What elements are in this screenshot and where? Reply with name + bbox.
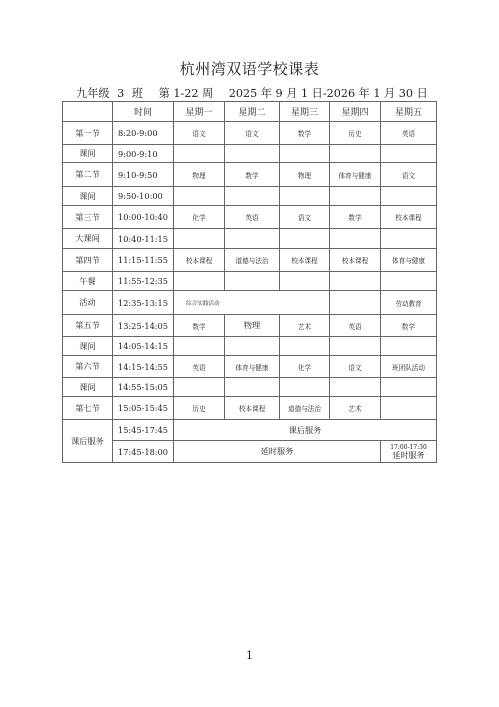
course-cell: 数学 xyxy=(381,315,437,337)
course-cell: 语文 xyxy=(225,122,280,145)
schedule-row xyxy=(63,337,437,356)
course-cell xyxy=(174,337,225,356)
period-time: 14:15-14:55 xyxy=(113,356,174,378)
period-label: 午餐 xyxy=(63,272,113,291)
course-cell: 艺术 xyxy=(280,315,330,337)
period-label: 课间 xyxy=(63,337,113,356)
schedule-row xyxy=(63,356,437,378)
course-cell xyxy=(280,229,330,249)
period-time: 14:55-15:05 xyxy=(113,378,174,397)
header-row xyxy=(63,102,437,122)
grade-label: 九年级 xyxy=(76,87,110,100)
date-range: 2025 年 9 月 1 日-2026 年 1 月 30 日 xyxy=(228,87,428,100)
course-cell xyxy=(280,378,330,397)
course-cell xyxy=(381,229,437,249)
friday-extended-time: 17:00-17:30 xyxy=(390,443,427,451)
class-number: 3 xyxy=(117,87,125,100)
course-cell xyxy=(174,272,225,291)
schedule-row xyxy=(63,229,437,249)
page-number: 1 xyxy=(246,649,253,662)
schedule-row xyxy=(63,206,437,229)
period-label: 第七节 xyxy=(63,397,113,420)
course-cell xyxy=(174,378,225,397)
period-time: 9:10-9:50 xyxy=(113,163,174,187)
course-cell: 数学 xyxy=(280,122,330,145)
schedule-row xyxy=(63,272,437,291)
course-cell xyxy=(330,378,381,397)
schedule-table xyxy=(62,101,437,463)
course-cell: 数学 xyxy=(330,206,381,229)
course-cell: 体育与健康 xyxy=(330,163,381,187)
course-cell: 数学 xyxy=(225,163,280,187)
header-day: 星期二 xyxy=(225,102,280,122)
schedule-row xyxy=(63,122,437,145)
period-label: 大课间 xyxy=(63,229,113,249)
after-school-row xyxy=(63,420,437,441)
course-cell xyxy=(381,337,437,356)
course-cell xyxy=(381,145,437,163)
course-cell xyxy=(381,187,437,206)
course-cell: 语文 xyxy=(174,122,225,145)
header-day: 星期三 xyxy=(280,102,330,122)
course-cell: 道德与法治 xyxy=(225,249,280,272)
course-cell: 英语 xyxy=(381,122,437,145)
course-cell xyxy=(225,378,280,397)
after-school-label: 课后服务 xyxy=(63,420,113,463)
period-label: 第一节 xyxy=(63,122,113,145)
weeks-range: 第 1-22 周 xyxy=(158,87,214,100)
header-day: 星期四 xyxy=(330,102,381,122)
course-cell xyxy=(381,378,437,397)
course-cell xyxy=(225,145,280,163)
period-label: 课间 xyxy=(63,378,113,397)
course-cell: 语文 xyxy=(280,206,330,229)
course-cell xyxy=(280,337,330,356)
friday-extended-cell xyxy=(381,441,437,463)
course-cell: 校本课程 xyxy=(280,249,330,272)
course-cell: 物理 xyxy=(225,315,280,337)
course-cell: 历史 xyxy=(330,122,381,145)
period-label: 课间 xyxy=(63,145,113,163)
extended-service: 延时服务 xyxy=(174,441,381,463)
course-cell xyxy=(225,272,280,291)
course-cell: 语文 xyxy=(381,163,437,187)
course-cell xyxy=(330,337,381,356)
course-cell: 校本课程 xyxy=(381,206,437,229)
course-cell: 校本课程 xyxy=(174,249,225,272)
period-label: 第六节 xyxy=(63,356,113,378)
course-cell: 数学 xyxy=(174,315,225,337)
schedule-row xyxy=(63,378,437,397)
course-cell xyxy=(330,145,381,163)
extended-service-row xyxy=(63,441,437,463)
course-cell: 历史 xyxy=(174,397,225,420)
course-cell: 校本课程 xyxy=(330,249,381,272)
schedule-row xyxy=(63,249,437,272)
period-time: 11:55-12:35 xyxy=(113,272,174,291)
course-cell: 班团队活动 xyxy=(381,356,437,378)
course-cell: 物理 xyxy=(280,163,330,187)
friday-extended-text: 延时服务 xyxy=(392,450,425,460)
course-cell: 物理 xyxy=(174,163,225,187)
course-cell xyxy=(330,291,381,315)
header-corner xyxy=(63,102,113,122)
period-time: 9:00-9:10 xyxy=(113,145,174,163)
course-cell: 英语 xyxy=(330,315,381,337)
after-school-time: 15:45-17:45 xyxy=(113,420,174,441)
period-time: 15:05-15:45 xyxy=(113,397,174,420)
period-label: 第二节 xyxy=(63,163,113,187)
schedule-row xyxy=(63,397,437,420)
period-label: 活动 xyxy=(63,291,113,315)
course-cell xyxy=(225,229,280,249)
period-time: 14:05-14:15 xyxy=(113,337,174,356)
course-cell xyxy=(174,145,225,163)
period-time: 12:35-13:15 xyxy=(113,291,174,315)
course-cell: 化学 xyxy=(280,356,330,378)
schedule-title: 杭州湾双语学校课表 xyxy=(179,60,320,78)
activity-cell: 综合实践活动 xyxy=(174,291,330,315)
period-label: 课间 xyxy=(63,187,113,206)
period-time: 10:40-11:15 xyxy=(113,229,174,249)
course-cell xyxy=(280,272,330,291)
course-cell: 道德与法治 xyxy=(280,397,330,420)
after-school-service: 课后服务 xyxy=(174,420,437,441)
course-cell xyxy=(280,187,330,206)
schedule-row xyxy=(63,145,437,163)
course-cell xyxy=(225,187,280,206)
schedule-row xyxy=(63,163,437,187)
schedule-row xyxy=(63,187,437,206)
course-cell xyxy=(381,272,437,291)
course-cell: 语文 xyxy=(330,356,381,378)
course-cell: 体育与健康 xyxy=(381,249,437,272)
course-cell: 校本课程 xyxy=(225,397,280,420)
course-cell xyxy=(381,397,437,420)
course-cell xyxy=(174,187,225,206)
extended-time: 17:45-18:00 xyxy=(113,441,174,463)
period-time: 8:20-9:00 xyxy=(113,122,174,145)
period-time: 11:15-11:55 xyxy=(113,249,174,272)
header-day: 星期一 xyxy=(174,102,225,122)
period-time: 13:25-14:05 xyxy=(113,315,174,337)
course-cell: 英语 xyxy=(174,356,225,378)
course-cell xyxy=(330,187,381,206)
course-cell xyxy=(174,229,225,249)
course-cell: 英语 xyxy=(225,206,280,229)
header-day: 星期五 xyxy=(381,102,437,122)
schedule-row xyxy=(63,291,437,315)
period-label: 第五节 xyxy=(63,315,113,337)
period-label: 第四节 xyxy=(63,249,113,272)
header-time: 时间 xyxy=(113,102,174,122)
course-cell: 化学 xyxy=(174,206,225,229)
period-time: 9:50-10:00 xyxy=(113,187,174,206)
course-cell: 体育与健康 xyxy=(225,356,280,378)
period-time: 10:00-10:40 xyxy=(113,206,174,229)
course-cell: 艺术 xyxy=(330,397,381,420)
schedule-subtitle xyxy=(76,85,440,101)
period-label: 第三节 xyxy=(63,206,113,229)
course-cell xyxy=(330,272,381,291)
labor-cell: 劳动教育 xyxy=(381,291,437,315)
course-cell xyxy=(330,229,381,249)
course-cell xyxy=(280,145,330,163)
course-cell xyxy=(225,337,280,356)
class-label: 班 xyxy=(131,87,144,100)
schedule-row xyxy=(63,315,437,337)
